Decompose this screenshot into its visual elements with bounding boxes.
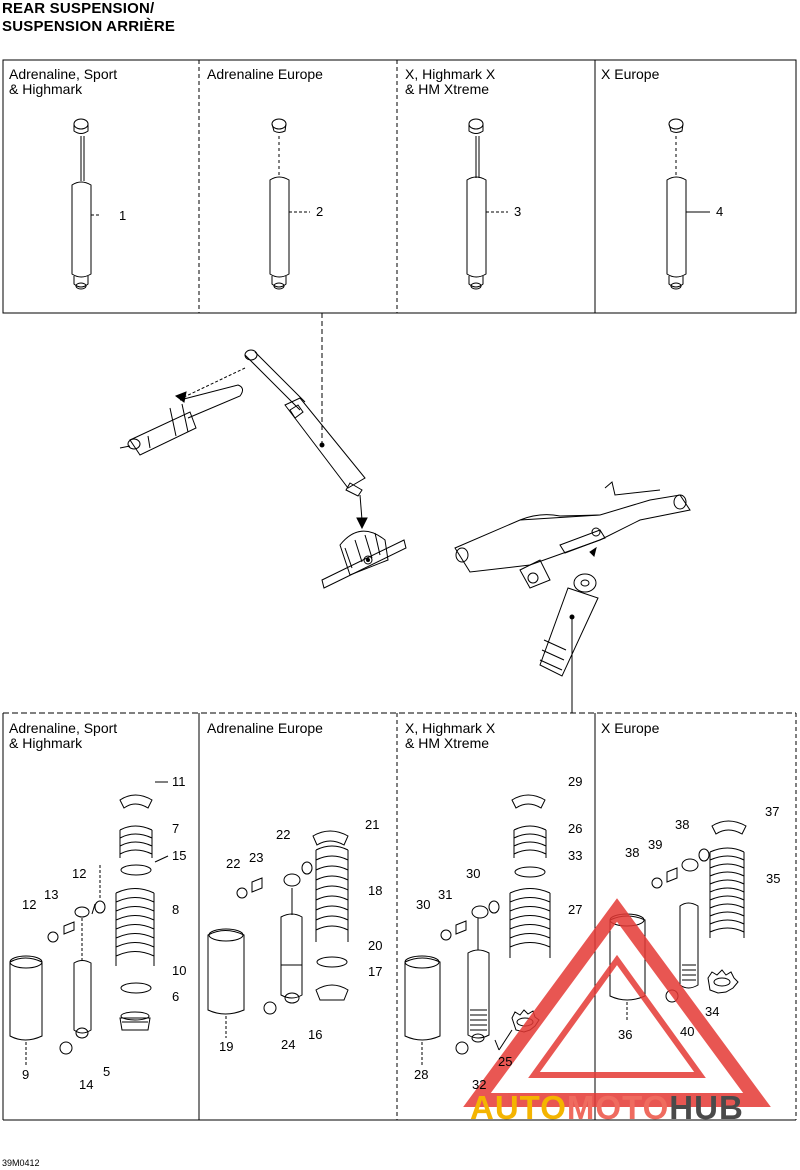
top-panel-3-line1: X, Highmark X xyxy=(405,66,496,82)
top-panel-2-line1: Adrenaline Europe xyxy=(207,66,323,82)
callout-34: 34 xyxy=(705,1004,720,1019)
shock-4-drawing xyxy=(667,119,710,289)
callout-16: 16 xyxy=(308,1027,323,1042)
watermark-part-1: AUTO xyxy=(470,1089,567,1126)
callout-23: 23 xyxy=(249,850,264,865)
bottom-panel-frames xyxy=(3,713,796,1120)
top-panel-1-line1: Adrenaline, Sport xyxy=(9,66,118,82)
callout-27: 27 xyxy=(568,902,583,917)
bottom-panel-4-label xyxy=(601,721,659,736)
callout-22b: 22 xyxy=(226,856,241,871)
bottom-panel-1-line2: & Highmark xyxy=(9,735,83,751)
callout-36: 36 xyxy=(618,1027,633,1042)
callout-19: 19 xyxy=(219,1039,234,1054)
callout-20: 20 xyxy=(368,938,383,953)
callout-5: 5 xyxy=(103,1064,111,1079)
watermark-part-3: HUB xyxy=(669,1089,744,1126)
shock-2-drawing xyxy=(270,119,310,289)
callout-12b: 12 xyxy=(22,897,37,912)
top-panel-3-label xyxy=(405,67,495,97)
callout-1: 1 xyxy=(119,208,127,223)
right-rear-arm xyxy=(455,482,690,588)
callout-14: 14 xyxy=(79,1077,94,1092)
callout-29: 29 xyxy=(568,774,583,789)
callout-15: 15 xyxy=(172,848,187,863)
upper-shock-body xyxy=(285,398,367,528)
callout-11: 11 xyxy=(172,774,186,789)
left-rail-arm xyxy=(120,350,305,455)
callout-26: 26 xyxy=(568,821,583,836)
bottom-panel-2-label xyxy=(207,721,323,736)
shock-3-drawing xyxy=(467,119,508,289)
callout-28: 28 xyxy=(414,1067,429,1082)
bottom-panel-1-label xyxy=(9,721,117,751)
bottom-panel-3-line2: & HM Xtreme xyxy=(405,735,490,751)
top-panel-2-label xyxy=(207,67,323,82)
callout-31: 31 xyxy=(438,887,453,902)
callout-38a: 38 xyxy=(675,817,690,832)
callout-3: 3 xyxy=(514,204,522,219)
bottom-panel-3-label xyxy=(405,721,495,751)
callout-4: 4 xyxy=(716,204,724,219)
center-assembly xyxy=(120,313,690,713)
callout-25: 25 xyxy=(498,1054,513,1069)
watermark-brand-text xyxy=(470,1089,744,1127)
title-line-1: REAR SUSPENSION/ xyxy=(2,0,155,17)
callout-17: 17 xyxy=(368,964,383,979)
callout-33: 33 xyxy=(568,848,583,863)
callout-13: 13 xyxy=(44,887,59,902)
watermark-part-2: MOTO xyxy=(566,1089,670,1126)
shock-1-drawing xyxy=(72,119,100,289)
callout-39: 39 xyxy=(648,837,663,852)
panel-1-parts xyxy=(10,782,168,1065)
callout-8: 8 xyxy=(172,902,180,917)
bottom-panel-2-line1: Adrenaline Europe xyxy=(207,720,323,736)
top-shock-absorbers xyxy=(72,119,710,289)
callout-6: 6 xyxy=(172,989,180,1004)
lower-axle-bracket xyxy=(322,531,406,588)
bottom-panel-1-line1: Adrenaline, Sport xyxy=(9,720,118,736)
top-panel-frames xyxy=(3,60,796,313)
callout-32: 32 xyxy=(472,1077,487,1092)
top-panel-1-line2: & Highmark xyxy=(9,81,83,97)
top-panel-4-line1: X Europe xyxy=(601,66,660,82)
footer-code: 39M0412 xyxy=(2,1158,40,1168)
title-line-2: SUSPENSION ARRIÈRE xyxy=(2,18,176,35)
callout-24: 24 xyxy=(281,1037,296,1052)
callout-37: 37 xyxy=(765,804,780,819)
callout-30b: 30 xyxy=(416,897,431,912)
callout-38b: 38 xyxy=(625,845,640,860)
callout-9: 9 xyxy=(22,1067,30,1082)
callout-12a: 12 xyxy=(72,866,87,881)
callout-10: 10 xyxy=(172,963,187,978)
callout-2: 2 xyxy=(316,204,324,219)
top-panel-1-label xyxy=(9,67,117,97)
bottom-panel-3-line1: X, Highmark X xyxy=(405,720,496,736)
top-panel-4-label xyxy=(601,67,659,82)
bottom-panel-4-line1: X Europe xyxy=(601,720,660,736)
callout-30a: 30 xyxy=(466,866,481,881)
callout-18: 18 xyxy=(368,883,383,898)
callout-21: 21 xyxy=(365,817,380,832)
top-panel-3-line2: & HM Xtreme xyxy=(405,81,490,97)
lower-shock-body xyxy=(540,574,598,713)
callout-40: 40 xyxy=(680,1024,695,1039)
callout-7: 7 xyxy=(172,821,180,836)
callout-35: 35 xyxy=(766,871,781,886)
callout-22a: 22 xyxy=(276,827,291,842)
